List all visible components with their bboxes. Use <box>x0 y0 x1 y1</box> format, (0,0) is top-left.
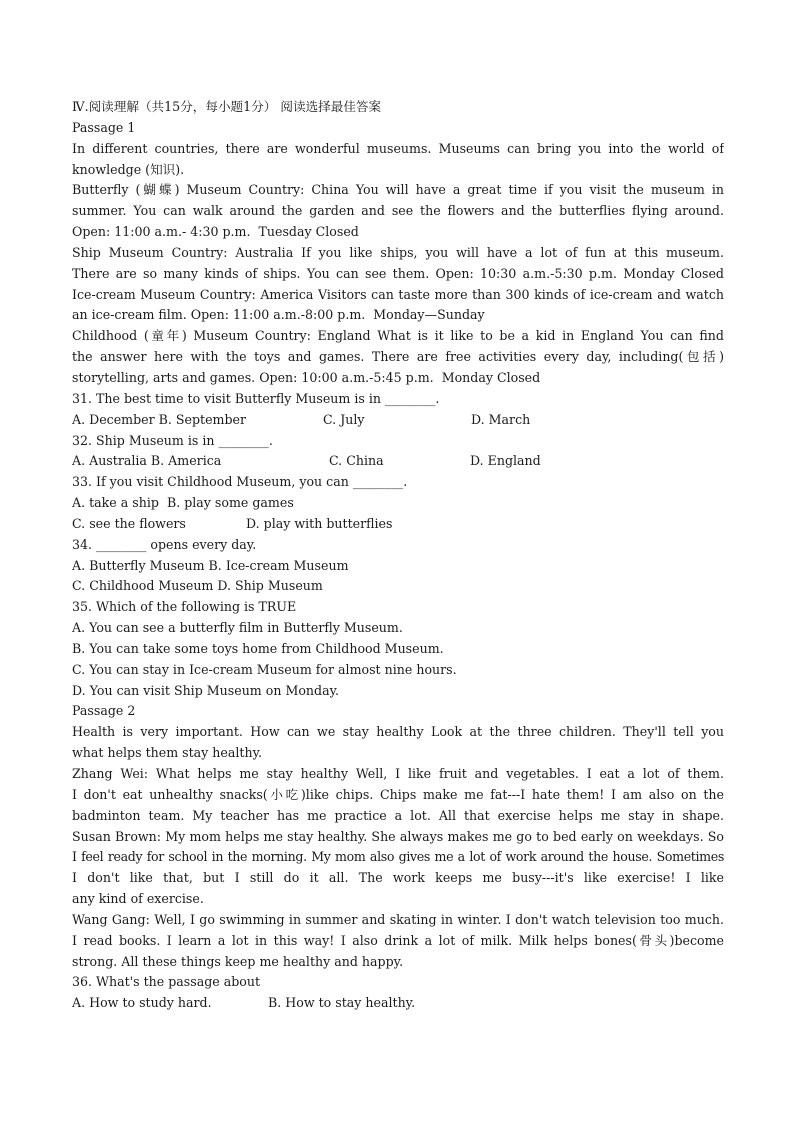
question-35-stem: 35. Which of the following is TRUE <box>72 599 297 615</box>
passage2-line: Health is very important. How can we stay healthy Look at the three children. They'll tell you <box>72 724 724 740</box>
question-31-options <box>72 410 724 431</box>
zhang-wei-line: Zhang Wei: What helps me stay healthy Well, I like fruit and vegetables. I eat a lot of them. <box>72 766 724 781</box>
wang-gang-line: strong. All these things keep me healthy and happy. <box>72 953 404 969</box>
ship-museum-line: Ship Museum Country: Australia If you like ships, you will have a lot of fun at this museum. <box>72 244 724 260</box>
question-33-stem: 33. If you visit Childhood Museum, you can ________. <box>72 474 408 490</box>
question-35-option-a: A. You can see a butterfly film in Butterfly Museum. <box>72 620 403 636</box>
passage2-label: Passage 2 <box>72 703 136 719</box>
butterfly-museum-line: Butterfly (蝴蝶) Museum Country: China You will have a great time if you visit the museum in <box>72 182 724 198</box>
passage1-intro-line: knowledge (知识). <box>72 161 185 177</box>
question-32-stem: 32. Ship Museum is in ________. <box>72 432 273 448</box>
susan-brown-line: I don't like that, but I still do it all. The work keeps me busy---it's like exercise! I like <box>72 870 724 886</box>
passage1-intro-line: In different countries, there are wonderful museums. Museums can bring you into the world of <box>72 140 724 156</box>
butterfly-museum-hours: Open: 11:00 a.m.- 4:30 p.m. Tuesday Closed <box>72 224 359 240</box>
option-d: D. play with butterflies <box>246 515 393 531</box>
zhang-wei-line: badminton team. My teacher has me practice a lot. All that exercise helps me stay in shape. <box>72 807 724 823</box>
question-35-option-c: C. You can stay in Ice-cream Museum for almost nine hours. <box>72 661 457 677</box>
option-d: D. March <box>471 411 531 427</box>
zhang-wei-line: I don't eat unhealthy snacks(小吃)like chips. Chips make me fat---I hate them! I am also on the <box>72 786 724 802</box>
icecream-museum-hours: an ice-cream film. Open: 11:00 a.m.-8:00 p.m. Monday—Sunday <box>72 307 485 323</box>
question-35-option-d: D. You can visit Ship Museum on Monday. <box>72 682 340 698</box>
option-b: B. How to stay healthy. <box>268 995 416 1011</box>
question-34-options-ab: A. Butterfly Museum B. Ice-cream Museum <box>72 557 349 573</box>
passage1-label: Passage 1 <box>72 119 136 135</box>
question-31-stem: 31. The best time to visit Butterfly Museum is in ________. <box>72 390 440 406</box>
ship-museum-line: There are so many kinds of ships. You can see them. Open: 10:30 a.m.-5:30 p.m. Monday Closed <box>72 265 724 281</box>
question-33-options-cd <box>72 514 724 535</box>
susan-brown-line: Susan Brown: My mom helps me stay healthy. She always makes me go to bed early on weekdays. So <box>72 828 724 844</box>
question-35-option-b: B. You can take some toys home from Childhood Museum. <box>72 640 444 656</box>
childhood-museum-line: the answer here with the toys and games. There are free activities every day, including(包括) <box>72 349 724 365</box>
question-32-options <box>72 451 724 472</box>
exam-page <box>72 97 724 1014</box>
option-d: D. England <box>470 453 541 469</box>
childhood-museum-line: Childhood (童年) Museum Country: England What is it like to be a kid in England You can find <box>72 328 724 344</box>
icecream-museum-line: Ice-cream Museum Country: America Visitors can taste more than 300 kinds of ice-cream and watch <box>72 286 724 302</box>
question-34-stem: 34. ________ opens every day. <box>72 536 257 552</box>
section-title: Ⅳ.阅读理解（共15分，每小题1分） 阅读选择最佳答案 <box>72 99 382 114</box>
wang-gang-line: Wang Gang: Well, I go swimming in summer and skating in winter. I don't watch television too much. <box>72 911 724 927</box>
childhood-museum-hours: storytelling, arts and games. Open: 10:00 a.m.-5:45 p.m. Monday Closed <box>72 369 541 385</box>
susan-brown-line: any kind of exercise. <box>72 891 204 907</box>
option-ab: A. December B. September <box>72 411 247 427</box>
question-36-stem: 36. What's the passage about <box>72 974 261 990</box>
option-ab: A. Australia B. America <box>72 453 222 469</box>
susan-brown-line: I feel ready for school in the morning. My mom also gives me a lot of work around the house. Sometimes <box>72 849 724 865</box>
passage2-line: what helps them stay healthy. <box>72 745 263 761</box>
option-c: C. July <box>323 411 365 427</box>
wang-gang-line: I read books. I learn a lot in this way! I also drink a lot of milk. Milk helps bones(骨头)become <box>72 932 724 948</box>
question-36-options <box>72 993 724 1014</box>
option-c: C. China <box>329 453 384 469</box>
butterfly-museum-line: summer. You can walk around the garden and see the flowers and the butterflies flying around. <box>72 203 724 219</box>
question-33-options-ab: A. take a ship B. play some games <box>72 495 294 511</box>
option-c: C. see the flowers <box>72 515 186 531</box>
option-a: A. How to study hard. <box>72 995 212 1011</box>
question-34-options-cd: C. Childhood Museum D. Ship Museum <box>72 578 323 594</box>
